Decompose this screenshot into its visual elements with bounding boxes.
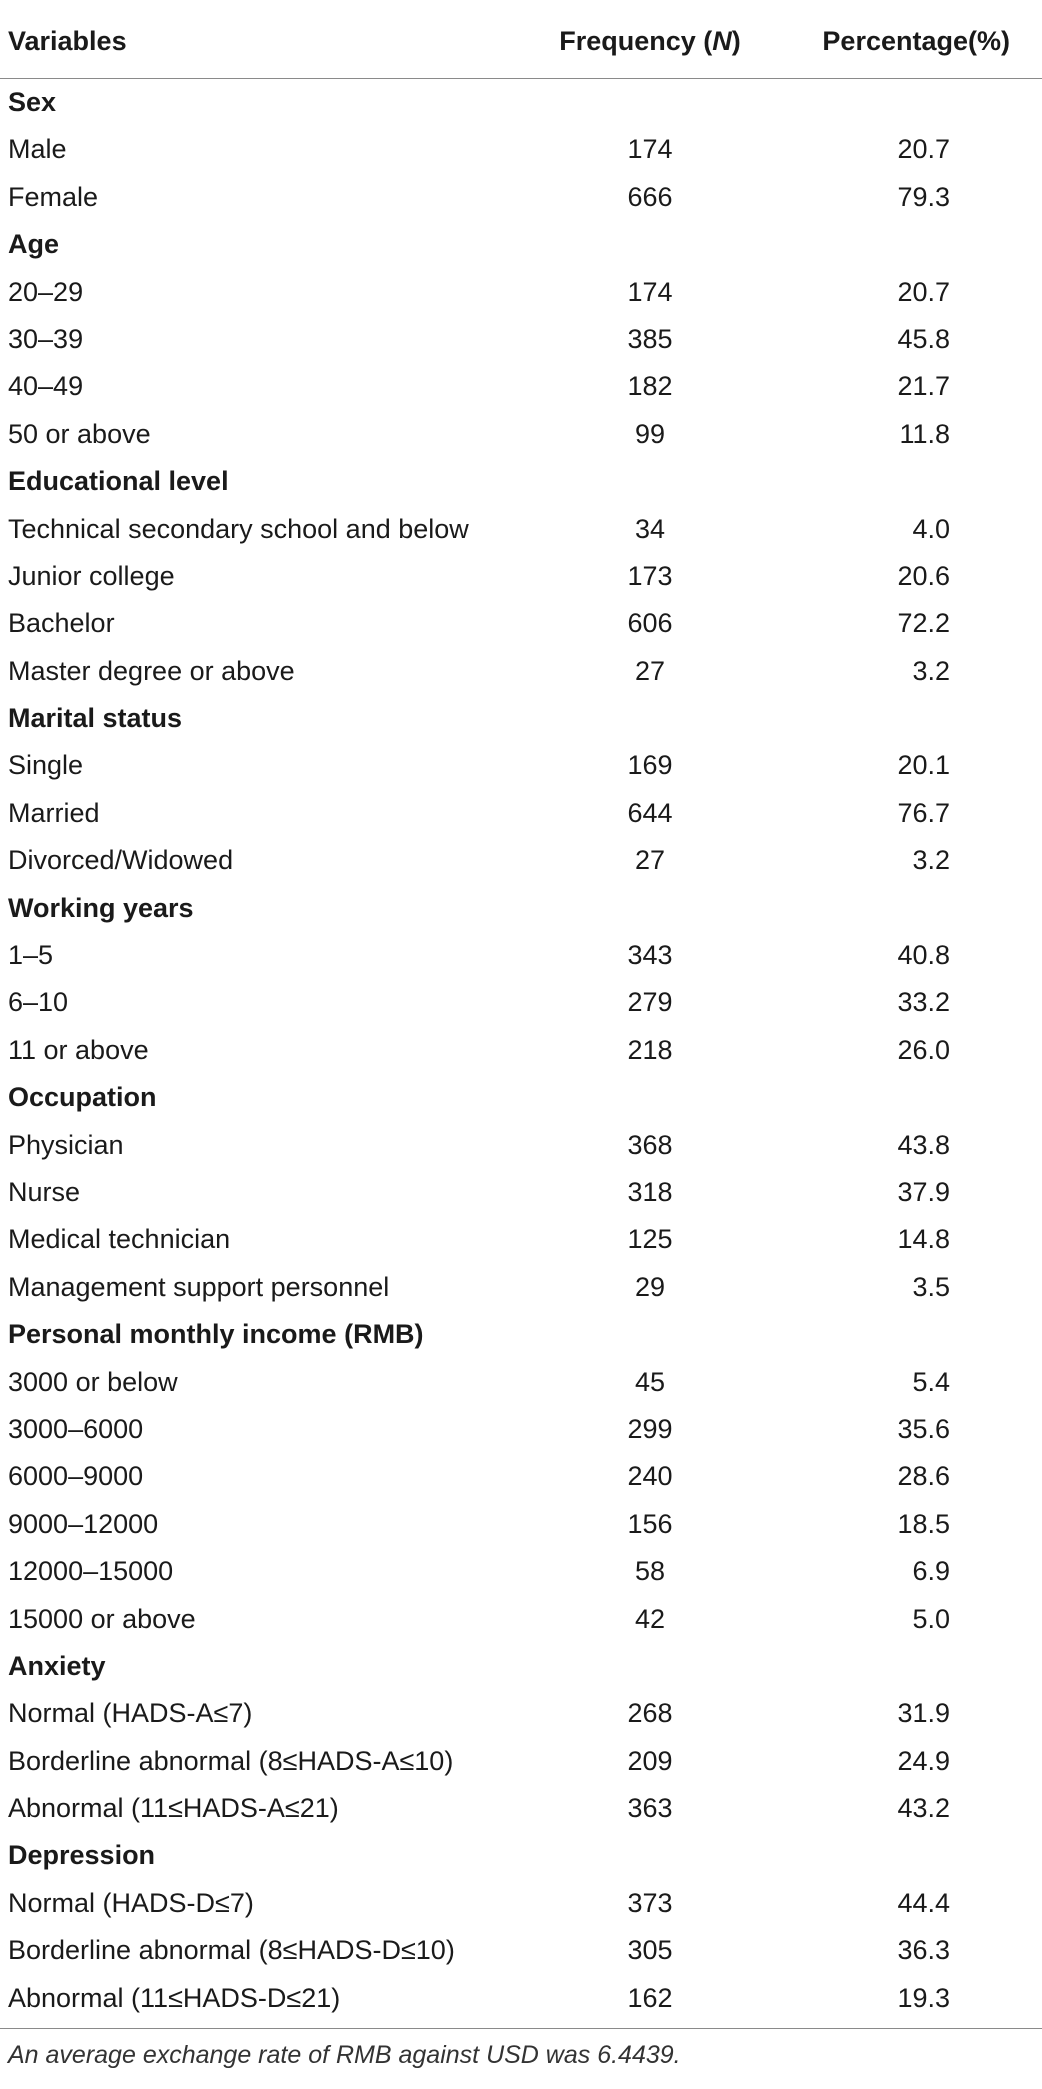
percentage-cell: 24.9 bbox=[897, 1745, 950, 1776]
frequency-cell: 268 bbox=[627, 1698, 673, 1729]
row-label: Bachelor bbox=[8, 608, 115, 639]
table-row bbox=[0, 1690, 1042, 1737]
row-label: 1–5 bbox=[8, 940, 54, 971]
row-label: Female bbox=[8, 181, 99, 212]
percentage-cell: 5.0 bbox=[912, 1603, 950, 1634]
table-row bbox=[0, 316, 1042, 363]
row-label: 9000–12000 bbox=[8, 1508, 159, 1539]
row-label: 20–29 bbox=[8, 276, 84, 307]
frequency-cell: 99 bbox=[634, 418, 666, 449]
row-label: Divorced/Widowed bbox=[8, 845, 234, 876]
percentage-cell: 43.8 bbox=[897, 1129, 950, 1160]
table-row bbox=[0, 932, 1042, 979]
percentage-cell: 5.4 bbox=[912, 1366, 950, 1397]
percentage-cell: 31.9 bbox=[897, 1698, 950, 1729]
section-header-row bbox=[0, 695, 1042, 742]
row-label: Abnormal (11≤HADS-D≤21) bbox=[8, 1982, 341, 2013]
header-variables: Variables bbox=[8, 26, 127, 56]
row-label: 15000 or above bbox=[8, 1603, 196, 1634]
section-label: Sex bbox=[8, 87, 57, 117]
percentage-cell: 44.4 bbox=[897, 1887, 950, 1918]
section-label: Anxiety bbox=[8, 1650, 106, 1681]
header-percentage: Percentage(%) bbox=[822, 26, 1010, 56]
percentage-cell: 40.8 bbox=[897, 940, 950, 971]
frequency-cell: 363 bbox=[627, 1793, 673, 1824]
percentage-cell: 20.1 bbox=[897, 750, 950, 781]
table-row bbox=[0, 269, 1042, 316]
frequency-cell: 666 bbox=[627, 181, 673, 212]
frequency-cell: 305 bbox=[627, 1935, 673, 1966]
percentage-cell: 37.9 bbox=[897, 1176, 950, 1207]
row-label: Married bbox=[8, 797, 100, 828]
table-row bbox=[0, 1548, 1042, 1595]
frequency-cell: 318 bbox=[627, 1176, 673, 1207]
percentage-cell: 3.5 bbox=[912, 1271, 950, 1302]
row-label: Junior college bbox=[8, 560, 175, 591]
percentage-cell: 11.8 bbox=[899, 418, 950, 449]
frequency-cell: 156 bbox=[627, 1508, 673, 1539]
table-row bbox=[0, 1975, 1042, 2022]
frequency-cell: 209 bbox=[627, 1745, 673, 1776]
section-header-row bbox=[0, 458, 1042, 505]
percentage-cell: 4.0 bbox=[912, 513, 950, 544]
percentage-cell: 72.2 bbox=[897, 608, 950, 639]
frequency-cell: 125 bbox=[627, 1224, 673, 1255]
section-header-row bbox=[0, 1311, 1042, 1358]
percentage-cell: 21.7 bbox=[897, 371, 950, 402]
percentage-cell: 14.8 bbox=[897, 1224, 950, 1255]
frequency-cell: 173 bbox=[627, 560, 673, 591]
row-label: 40–49 bbox=[8, 371, 84, 402]
frequency-cell: 368 bbox=[627, 1129, 673, 1160]
percentage-cell: 26.0 bbox=[897, 1034, 950, 1065]
row-label: 3000–6000 bbox=[8, 1413, 144, 1444]
table-row bbox=[0, 1880, 1042, 1927]
table-row bbox=[0, 1738, 1042, 1785]
section-label: Working years bbox=[8, 892, 194, 923]
row-label: Management support personnel bbox=[8, 1271, 390, 1302]
row-label: 12000–15000 bbox=[8, 1556, 174, 1587]
section-header-row bbox=[0, 79, 1042, 126]
section-header-row bbox=[0, 885, 1042, 932]
row-label: Single bbox=[8, 750, 84, 781]
table-body bbox=[0, 79, 1042, 2022]
percentage-cell: 36.3 bbox=[897, 1935, 950, 1966]
section-label: Educational level bbox=[8, 466, 229, 497]
frequency-cell: 27 bbox=[634, 845, 666, 876]
frequency-cell: 174 bbox=[627, 134, 673, 165]
table-row bbox=[0, 790, 1042, 837]
frequency-cell: 27 bbox=[634, 655, 666, 686]
frequency-cell: 58 bbox=[634, 1556, 666, 1587]
row-label: 6–10 bbox=[8, 987, 69, 1018]
percentage-cell: 33.2 bbox=[897, 987, 950, 1018]
table-row bbox=[0, 1216, 1042, 1263]
section-header-row bbox=[0, 1832, 1042, 1879]
table-row bbox=[0, 363, 1042, 410]
table-header-row bbox=[0, 0, 1042, 79]
percentage-cell: 28.6 bbox=[897, 1461, 950, 1492]
percentage-cell: 6.9 bbox=[912, 1556, 950, 1587]
percentage-cell: 3.2 bbox=[912, 655, 950, 686]
percentage-cell: 43.2 bbox=[897, 1793, 950, 1824]
frequency-cell: 162 bbox=[627, 1982, 673, 2013]
frequency-cell: 182 bbox=[627, 371, 673, 402]
frequency-cell: 343 bbox=[627, 940, 673, 971]
table-row bbox=[0, 742, 1042, 789]
table-row bbox=[0, 1785, 1042, 1832]
table-row bbox=[0, 1027, 1042, 1074]
row-label: Male bbox=[8, 134, 67, 165]
table-row bbox=[0, 411, 1042, 458]
table-footnote: An average exchange rate of RMB against USD was 6.4439. bbox=[8, 2041, 681, 2070]
table-row bbox=[0, 837, 1042, 884]
frequency-cell: 218 bbox=[627, 1034, 673, 1065]
header-frequency: Frequency (N) bbox=[559, 26, 741, 56]
frequency-cell: 34 bbox=[634, 513, 666, 544]
table-bottom-rule bbox=[0, 2028, 1042, 2029]
percentage-cell: 79.3 bbox=[897, 181, 950, 212]
section-label: Occupation bbox=[8, 1082, 157, 1113]
row-label: 3000 or below bbox=[8, 1366, 178, 1397]
row-label: Master degree or above bbox=[8, 655, 295, 686]
table-row bbox=[0, 648, 1042, 695]
table-row bbox=[0, 1264, 1042, 1311]
percentage-cell: 45.8 bbox=[897, 323, 950, 354]
frequency-cell: 606 bbox=[627, 608, 673, 639]
table-row bbox=[0, 979, 1042, 1026]
percentage-cell: 35.6 bbox=[897, 1413, 950, 1444]
table-row bbox=[0, 1501, 1042, 1548]
percentage-cell: 19.3 bbox=[897, 1982, 950, 2013]
frequency-cell: 42 bbox=[634, 1603, 666, 1634]
row-label: Nurse bbox=[8, 1176, 81, 1207]
section-header-row bbox=[0, 1074, 1042, 1121]
section-header-row bbox=[0, 1643, 1042, 1690]
row-label: Borderline abnormal (8≤HADS-A≤10) bbox=[8, 1745, 454, 1776]
frequency-cell: 373 bbox=[627, 1887, 673, 1918]
frequency-cell: 240 bbox=[627, 1461, 673, 1492]
section-header-row bbox=[0, 221, 1042, 268]
percentage-cell: 20.7 bbox=[897, 276, 950, 307]
row-label: 30–39 bbox=[8, 323, 84, 354]
percentage-cell: 3.2 bbox=[912, 845, 950, 876]
row-label: 50 or above bbox=[8, 418, 151, 449]
percentage-cell: 20.7 bbox=[897, 134, 950, 165]
section-label: Personal monthly income (RMB) bbox=[8, 1319, 424, 1350]
frequency-cell: 299 bbox=[627, 1413, 673, 1444]
row-label: Physician bbox=[8, 1129, 124, 1160]
table-row bbox=[0, 1453, 1042, 1500]
percentage-cell: 18.5 bbox=[897, 1508, 950, 1539]
table-row bbox=[0, 600, 1042, 647]
table-row bbox=[0, 1927, 1042, 1974]
table-row bbox=[0, 553, 1042, 600]
row-label: Technical secondary school and below bbox=[8, 513, 469, 544]
table-row bbox=[0, 1359, 1042, 1406]
frequency-cell: 45 bbox=[634, 1366, 666, 1397]
percentage-cell: 76.7 bbox=[897, 797, 950, 828]
frequency-cell: 174 bbox=[627, 276, 673, 307]
row-label: Medical technician bbox=[8, 1224, 231, 1255]
row-label: 6000–9000 bbox=[8, 1461, 144, 1492]
frequency-cell: 279 bbox=[627, 987, 673, 1018]
table-row bbox=[0, 174, 1042, 221]
row-label: Normal (HADS-D≤7) bbox=[8, 1887, 254, 1918]
row-label: Abnormal (11≤HADS-A≤21) bbox=[8, 1793, 339, 1824]
frequency-cell: 644 bbox=[627, 797, 673, 828]
section-label: Marital status bbox=[8, 703, 183, 734]
frequency-cell: 385 bbox=[627, 323, 673, 354]
row-label: 11 or above bbox=[8, 1034, 149, 1065]
row-label: Normal (HADS-A≤7) bbox=[8, 1698, 253, 1729]
section-label: Age bbox=[8, 229, 60, 260]
table-row bbox=[0, 1169, 1042, 1216]
section-label: Depression bbox=[8, 1840, 156, 1871]
table-row bbox=[0, 1122, 1042, 1169]
frequency-cell: 169 bbox=[627, 750, 673, 781]
table-row bbox=[0, 1406, 1042, 1453]
frequency-cell: 29 bbox=[634, 1271, 666, 1302]
table-row bbox=[0, 126, 1042, 173]
percentage-cell: 20.6 bbox=[897, 560, 950, 591]
table-row bbox=[0, 1596, 1042, 1643]
table-row bbox=[0, 506, 1042, 553]
row-label: Borderline abnormal (8≤HADS-D≤10) bbox=[8, 1935, 455, 1966]
